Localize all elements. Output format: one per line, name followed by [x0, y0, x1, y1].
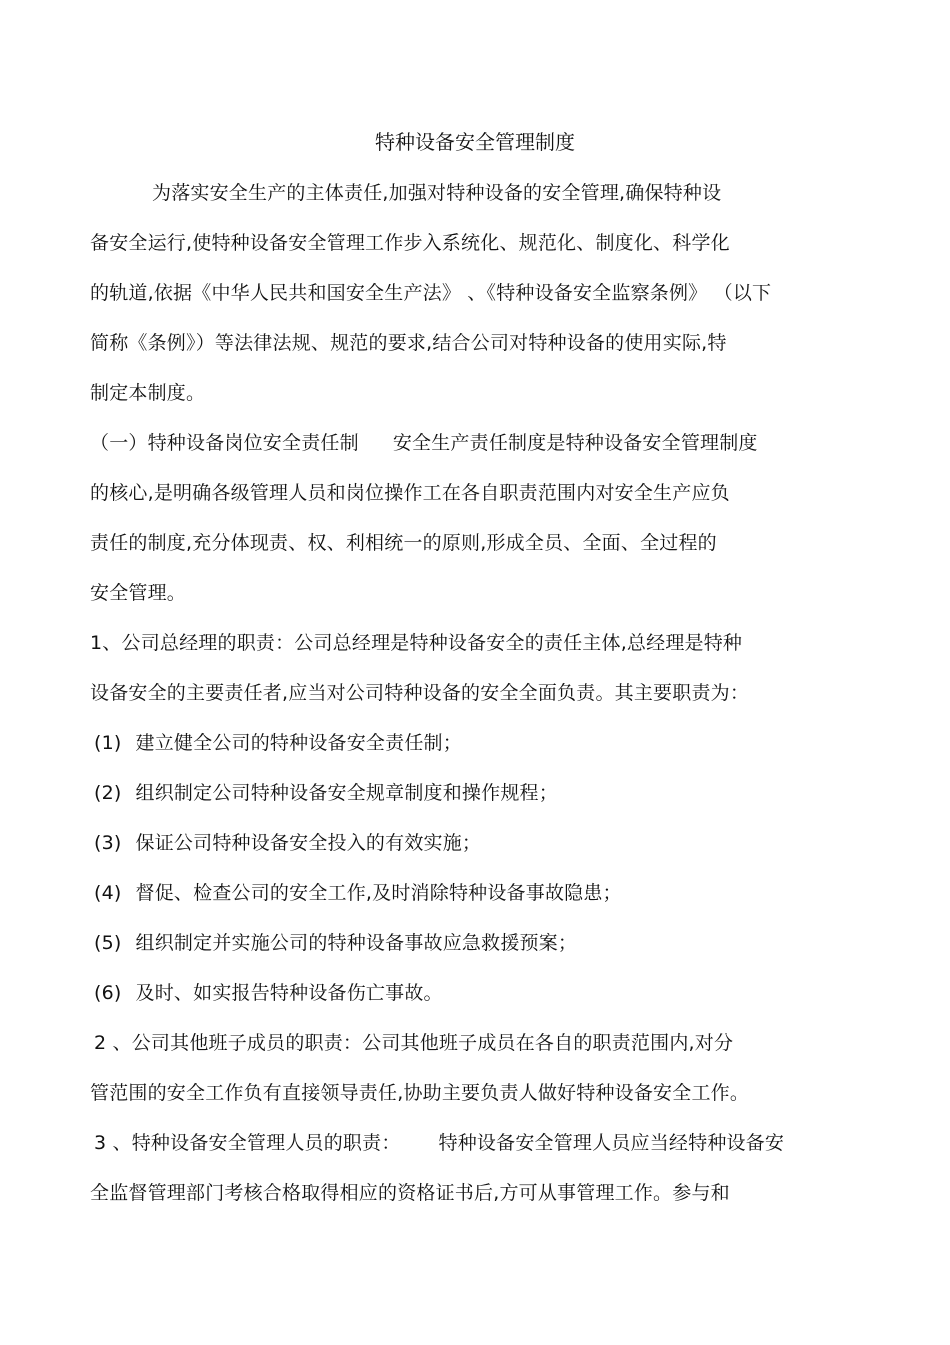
item1-line-1: 1、公司总经理的职责：公司总经理是特种设备安全的责任主体,总经理是特种: [90, 632, 743, 654]
item3-heading: 3 、特种设备安全管理人员的职责：: [94, 1132, 401, 1154]
section1-line-4: 安全管理。: [90, 582, 187, 604]
item2-line-1: 2 、公司其他班子成员的职责：公司其他班子成员在各自的职责范围内,对分: [94, 1032, 734, 1054]
item3-line-1: 特种设备安全管理人员应当经特种设备安: [438, 1132, 785, 1154]
duty-number: (6): [94, 982, 122, 1004]
duty-number: (4): [94, 882, 122, 904]
duty-text: 及时、如实报告特种设备伤亡事故。: [135, 982, 443, 1004]
item2-line-2: 管范围的安全工作负有直接领导责任,协助主要负责人做好特种设备安全工作。: [90, 1082, 750, 1104]
duty-text: 督促、检查公司的安全工作,及时消除特种设备事故隐患；: [135, 882, 622, 904]
section1-line-1: 安全生产责任制度是特种设备安全管理制度: [392, 432, 758, 454]
intro-line-1: 为落实安全生产的主体责任,加强对特种设备的安全管理,确保特种设: [152, 182, 722, 204]
item3-line-2: 全监督管理部门考核合格取得相应的资格证书后,方可从事管理工作。参与和: [90, 1182, 730, 1204]
intro-line-4: 简称《条例》）等法律法规、规范的要求,结合公司对特种设备的使用实际,特: [90, 332, 727, 354]
duty-item: [94, 780, 558, 806]
item3-row: [94, 1130, 784, 1156]
duty-number: (5): [94, 932, 122, 954]
page-title: 特种设备安全管理制度: [375, 130, 575, 154]
intro-line-5: 制定本制度。: [90, 382, 206, 404]
duty-text: 保证公司特种设备安全投入的有效实施；: [135, 832, 482, 854]
intro-line-3: 的轨道,依据《中华人民共和国安全生产法》 、《特种设备安全监察条例》 （以下: [90, 282, 772, 304]
duty-item: [94, 830, 481, 856]
duty-text: 组织制定并实施公司的特种设备事故应急救援预案；: [135, 932, 578, 954]
section1-line-3: 责任的制度,充分体现责、权、利相统一的原则,形成全员、全面、全过程的: [90, 532, 717, 554]
duty-number: (3): [94, 832, 122, 854]
intro-line-2: 备安全运行,使特种设备安全管理工作步入系统化、规范化、制度化、科学化: [90, 232, 730, 254]
section1-heading: （一）特种设备岗位安全责任制: [90, 432, 359, 454]
duty-item: [94, 730, 462, 756]
duty-text: 组织制定公司特种设备安全规章制度和操作规程；: [135, 782, 558, 804]
duty-number: (2): [94, 782, 122, 804]
duty-text: 建立健全公司的特种设备安全责任制；: [135, 732, 462, 754]
item1-line-2: 设备安全的主要责任者,应当对公司特种设备的安全全面负责。其主要职责为：: [90, 682, 750, 704]
duty-item: [94, 930, 577, 956]
duty-item: [94, 980, 443, 1006]
section1-line-2: 的核心,是明确各级管理人员和岗位操作工在各自职责范围内对安全生产应负: [90, 482, 730, 504]
duty-item: [94, 880, 622, 906]
section1-row: [90, 430, 758, 456]
duty-number: (1): [94, 732, 122, 754]
